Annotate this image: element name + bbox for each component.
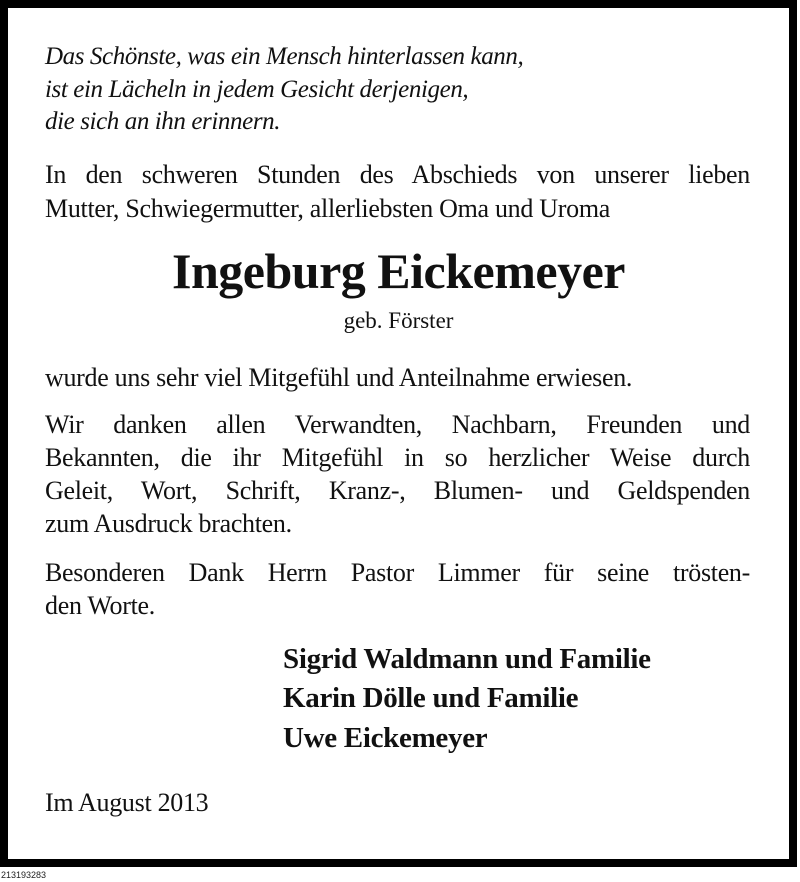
quote-line: Das Schönste, was ein Mensch hinterlassen kann, [45,43,524,70]
intro-line: Mutter, Schwiegermutter, allerliebsten Oma und Uroma [45,194,610,223]
quote-line: die sich an ihn erinnern. [45,108,281,135]
thanks-line: Wir danken allen Verwandten, Nachbarn, Freunden und [45,410,750,439]
special-thanks-line: den Worte. [45,591,155,620]
quote-line: ist ein Lächeln in jedem Gesicht derjenigen, [45,76,469,103]
signature-line: Karin Dölle und Familie [283,682,579,714]
thanks-line: zum Ausdruck brachten. [45,509,292,538]
ad-id: 213193283 [1,870,47,880]
intro-line: In den schweren Stunden des Abschieds von unserer lieben [45,160,750,189]
thanks-line: Geleit, Wort, Schrift, Kranz-, Blumen- und Geldspenden [45,476,750,505]
maiden-name: geb. Förster [343,308,454,333]
thanks-line: Bekannten, die ihr Mitgefühl in so herzlicher Weise durch [45,443,750,472]
date: Im August 2013 [45,788,209,817]
deceased-name: Ingeburg Eickemeyer [172,243,625,299]
signature-line: Sigrid Waldmann und Familie [283,643,651,675]
signature-line: Uwe Eickemeyer [283,722,488,754]
special-thanks-line: Besonderen Dank Herrn Pastor Limmer für seine trösten- [45,558,750,587]
sympathy-line: wurde uns sehr viel Mitgefühl und Anteilnahme erwiesen. [45,363,633,392]
